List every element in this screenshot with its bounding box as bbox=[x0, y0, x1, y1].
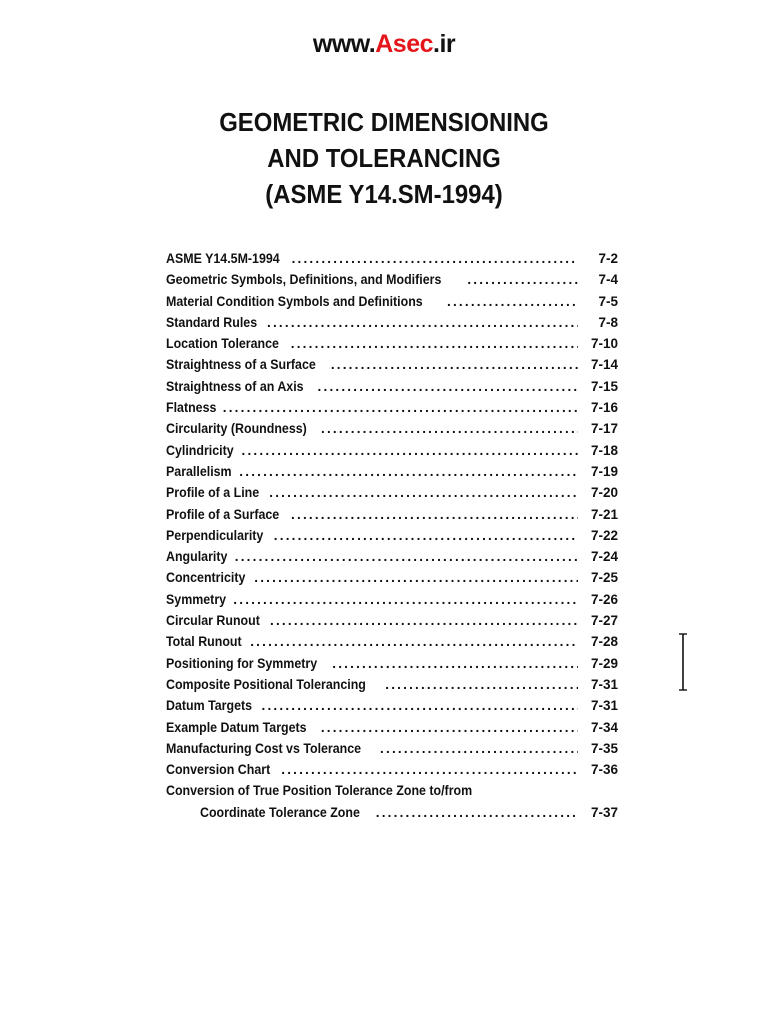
leader-dots bbox=[269, 482, 578, 503]
brand-prefix: www. bbox=[312, 30, 376, 58]
toc-entry-label: Composite Positional Tolerancing bbox=[166, 676, 366, 692]
toc-entry bbox=[166, 525, 618, 546]
toc-entry bbox=[166, 631, 618, 652]
toc-entry bbox=[166, 504, 618, 525]
toc-entry bbox=[166, 674, 618, 695]
toc-entry-page: 7-28 bbox=[590, 634, 618, 650]
toc-entry-page: 7-22 bbox=[590, 527, 618, 543]
leader-dots bbox=[385, 674, 578, 695]
toc-entry-page: 7-8 bbox=[598, 314, 618, 330]
toc-entry-label: Conversion Chart bbox=[166, 762, 271, 778]
toc-entry-page: 7-10 bbox=[590, 336, 618, 352]
toc-entry-label: Conversion of True Position Tolerance Zone to/from bbox=[166, 783, 473, 799]
leader-dots bbox=[242, 440, 578, 461]
toc-entry bbox=[166, 482, 618, 503]
leader-dots bbox=[223, 397, 578, 418]
leader-dots bbox=[233, 589, 578, 610]
toc-entry-label: Material Condition Symbols and Definitions bbox=[166, 293, 423, 309]
toc-entry bbox=[166, 653, 618, 674]
toc-entry-page: 7-24 bbox=[590, 549, 618, 565]
toc-entry-label: Parallelism bbox=[166, 463, 232, 479]
leader-dots bbox=[321, 717, 578, 738]
toc-entry bbox=[166, 695, 618, 716]
toc-entry-page: 7-4 bbox=[598, 272, 618, 288]
toc-entry-label: Profile of a Surface bbox=[166, 506, 280, 522]
leader-dots bbox=[270, 610, 578, 631]
toc-entry-page: 7-27 bbox=[590, 613, 618, 629]
toc-entry-label: Total Runout bbox=[166, 634, 242, 650]
toc-entry-page: 7-16 bbox=[590, 400, 618, 416]
table-of-contents bbox=[166, 248, 618, 823]
toc-entry-page: 7-17 bbox=[590, 421, 618, 437]
toc-entry-page: 7-37 bbox=[590, 804, 618, 820]
site-brand bbox=[0, 30, 768, 59]
toc-entry-label: Location Tolerance bbox=[166, 336, 279, 352]
toc-entry bbox=[166, 397, 618, 418]
toc-entry bbox=[166, 461, 618, 482]
toc-entry-label: Coordinate Tolerance Zone bbox=[200, 804, 360, 820]
leader-dots bbox=[331, 354, 578, 375]
toc-entry-label: Symmetry bbox=[166, 591, 227, 607]
title-line-2: AND TOLERANCING bbox=[267, 143, 501, 173]
brand-accent: Asec bbox=[375, 30, 433, 58]
toc-entry-page: 7-19 bbox=[590, 463, 618, 479]
toc-entry bbox=[166, 269, 618, 290]
toc-entry-page: 7-14 bbox=[590, 357, 618, 373]
toc-entry bbox=[166, 440, 618, 461]
toc-entry-page: 7-29 bbox=[590, 655, 618, 671]
toc-entry-label: Circular Runout bbox=[166, 613, 260, 629]
toc-entry-label: Circularity (Roundness) bbox=[166, 421, 307, 437]
toc-entry-page: 7-36 bbox=[590, 762, 618, 778]
leader-dots bbox=[321, 418, 578, 439]
title-line-1: GEOMETRIC DIMENSIONING bbox=[219, 107, 549, 137]
leader-dots bbox=[267, 312, 578, 333]
text-cursor-icon bbox=[678, 632, 688, 692]
toc-entry-page: 7-31 bbox=[590, 676, 618, 692]
toc-entry-label: Manufacturing Cost vs Tolerance bbox=[166, 740, 362, 756]
toc-entry-label: Profile of a Line bbox=[166, 485, 260, 501]
toc-entry-label: Cylindricity bbox=[166, 442, 234, 458]
title-line-3: (ASME Y14.SM-1994) bbox=[265, 179, 503, 209]
toc-entry bbox=[166, 759, 618, 780]
toc-entry bbox=[166, 589, 618, 610]
leader-dots bbox=[332, 653, 578, 674]
leader-dots bbox=[291, 504, 578, 525]
toc-entry-page: 7-25 bbox=[590, 570, 618, 586]
toc-entry-label: Geometric Symbols, Definitions, and Modifiers bbox=[166, 272, 442, 288]
leader-dots bbox=[318, 376, 578, 397]
toc-entry bbox=[166, 312, 618, 333]
toc-entry-page: 7-18 bbox=[590, 442, 618, 458]
toc-entry bbox=[166, 418, 618, 439]
leader-dots bbox=[262, 695, 578, 716]
document-title bbox=[31, 104, 738, 212]
toc-entry-label: Example Datum Targets bbox=[166, 719, 307, 735]
brand-suffix: .ir bbox=[433, 30, 456, 58]
toc-entry-page: 7-21 bbox=[590, 506, 618, 522]
toc-entry-page: 7-31 bbox=[590, 698, 618, 714]
toc-entry-page: 7-34 bbox=[590, 719, 618, 735]
toc-entry bbox=[166, 333, 618, 354]
toc-entry-page: 7-20 bbox=[590, 485, 618, 501]
leader-dots bbox=[292, 248, 578, 269]
toc-entry-label: Standard Rules bbox=[166, 314, 258, 330]
toc-entry bbox=[166, 738, 618, 759]
leader-dots bbox=[376, 802, 578, 823]
toc-entry-label: Straightness of a Surface bbox=[166, 357, 316, 373]
leader-dots bbox=[447, 291, 578, 312]
toc-entry bbox=[166, 717, 618, 738]
toc-entry-page: 7-35 bbox=[590, 740, 618, 756]
leader-dots bbox=[254, 567, 578, 588]
toc-entry bbox=[166, 567, 618, 588]
toc-entry-label: Angularity bbox=[166, 549, 228, 565]
toc-entry-multiline-head bbox=[166, 780, 618, 801]
toc-entry bbox=[166, 291, 618, 312]
toc-entry-label: Straightness of an Axis bbox=[166, 378, 304, 394]
toc-entry bbox=[166, 354, 618, 375]
leader-dots bbox=[235, 546, 578, 567]
toc-entry-label: Perpendicularity bbox=[166, 527, 264, 543]
toc-entry-page: 7-5 bbox=[598, 293, 618, 309]
leader-dots bbox=[239, 461, 578, 482]
leader-dots bbox=[291, 333, 578, 354]
leader-dots bbox=[250, 631, 578, 652]
toc-entry bbox=[166, 376, 618, 397]
toc-entry-page: 7-26 bbox=[590, 591, 618, 607]
toc-entry-label: ASME Y14.5M-1994 bbox=[166, 251, 280, 266]
toc-entry-page: 7-2 bbox=[598, 251, 618, 266]
leader-dots bbox=[467, 269, 578, 290]
toc-entry-label: Datum Targets bbox=[166, 698, 253, 714]
toc-entry bbox=[166, 802, 618, 823]
toc-entry-label: Positioning for Symmetry bbox=[166, 655, 318, 671]
leader-dots bbox=[281, 759, 578, 780]
toc-entry bbox=[166, 546, 618, 567]
toc-entry-page: 7-15 bbox=[590, 378, 618, 394]
toc-entry bbox=[166, 248, 618, 269]
leader-dots bbox=[274, 525, 578, 546]
leader-dots bbox=[380, 738, 578, 759]
toc-entry bbox=[166, 610, 618, 631]
toc-entry-label: Concentricity bbox=[166, 570, 246, 586]
toc-entry-label: Flatness bbox=[166, 400, 217, 416]
